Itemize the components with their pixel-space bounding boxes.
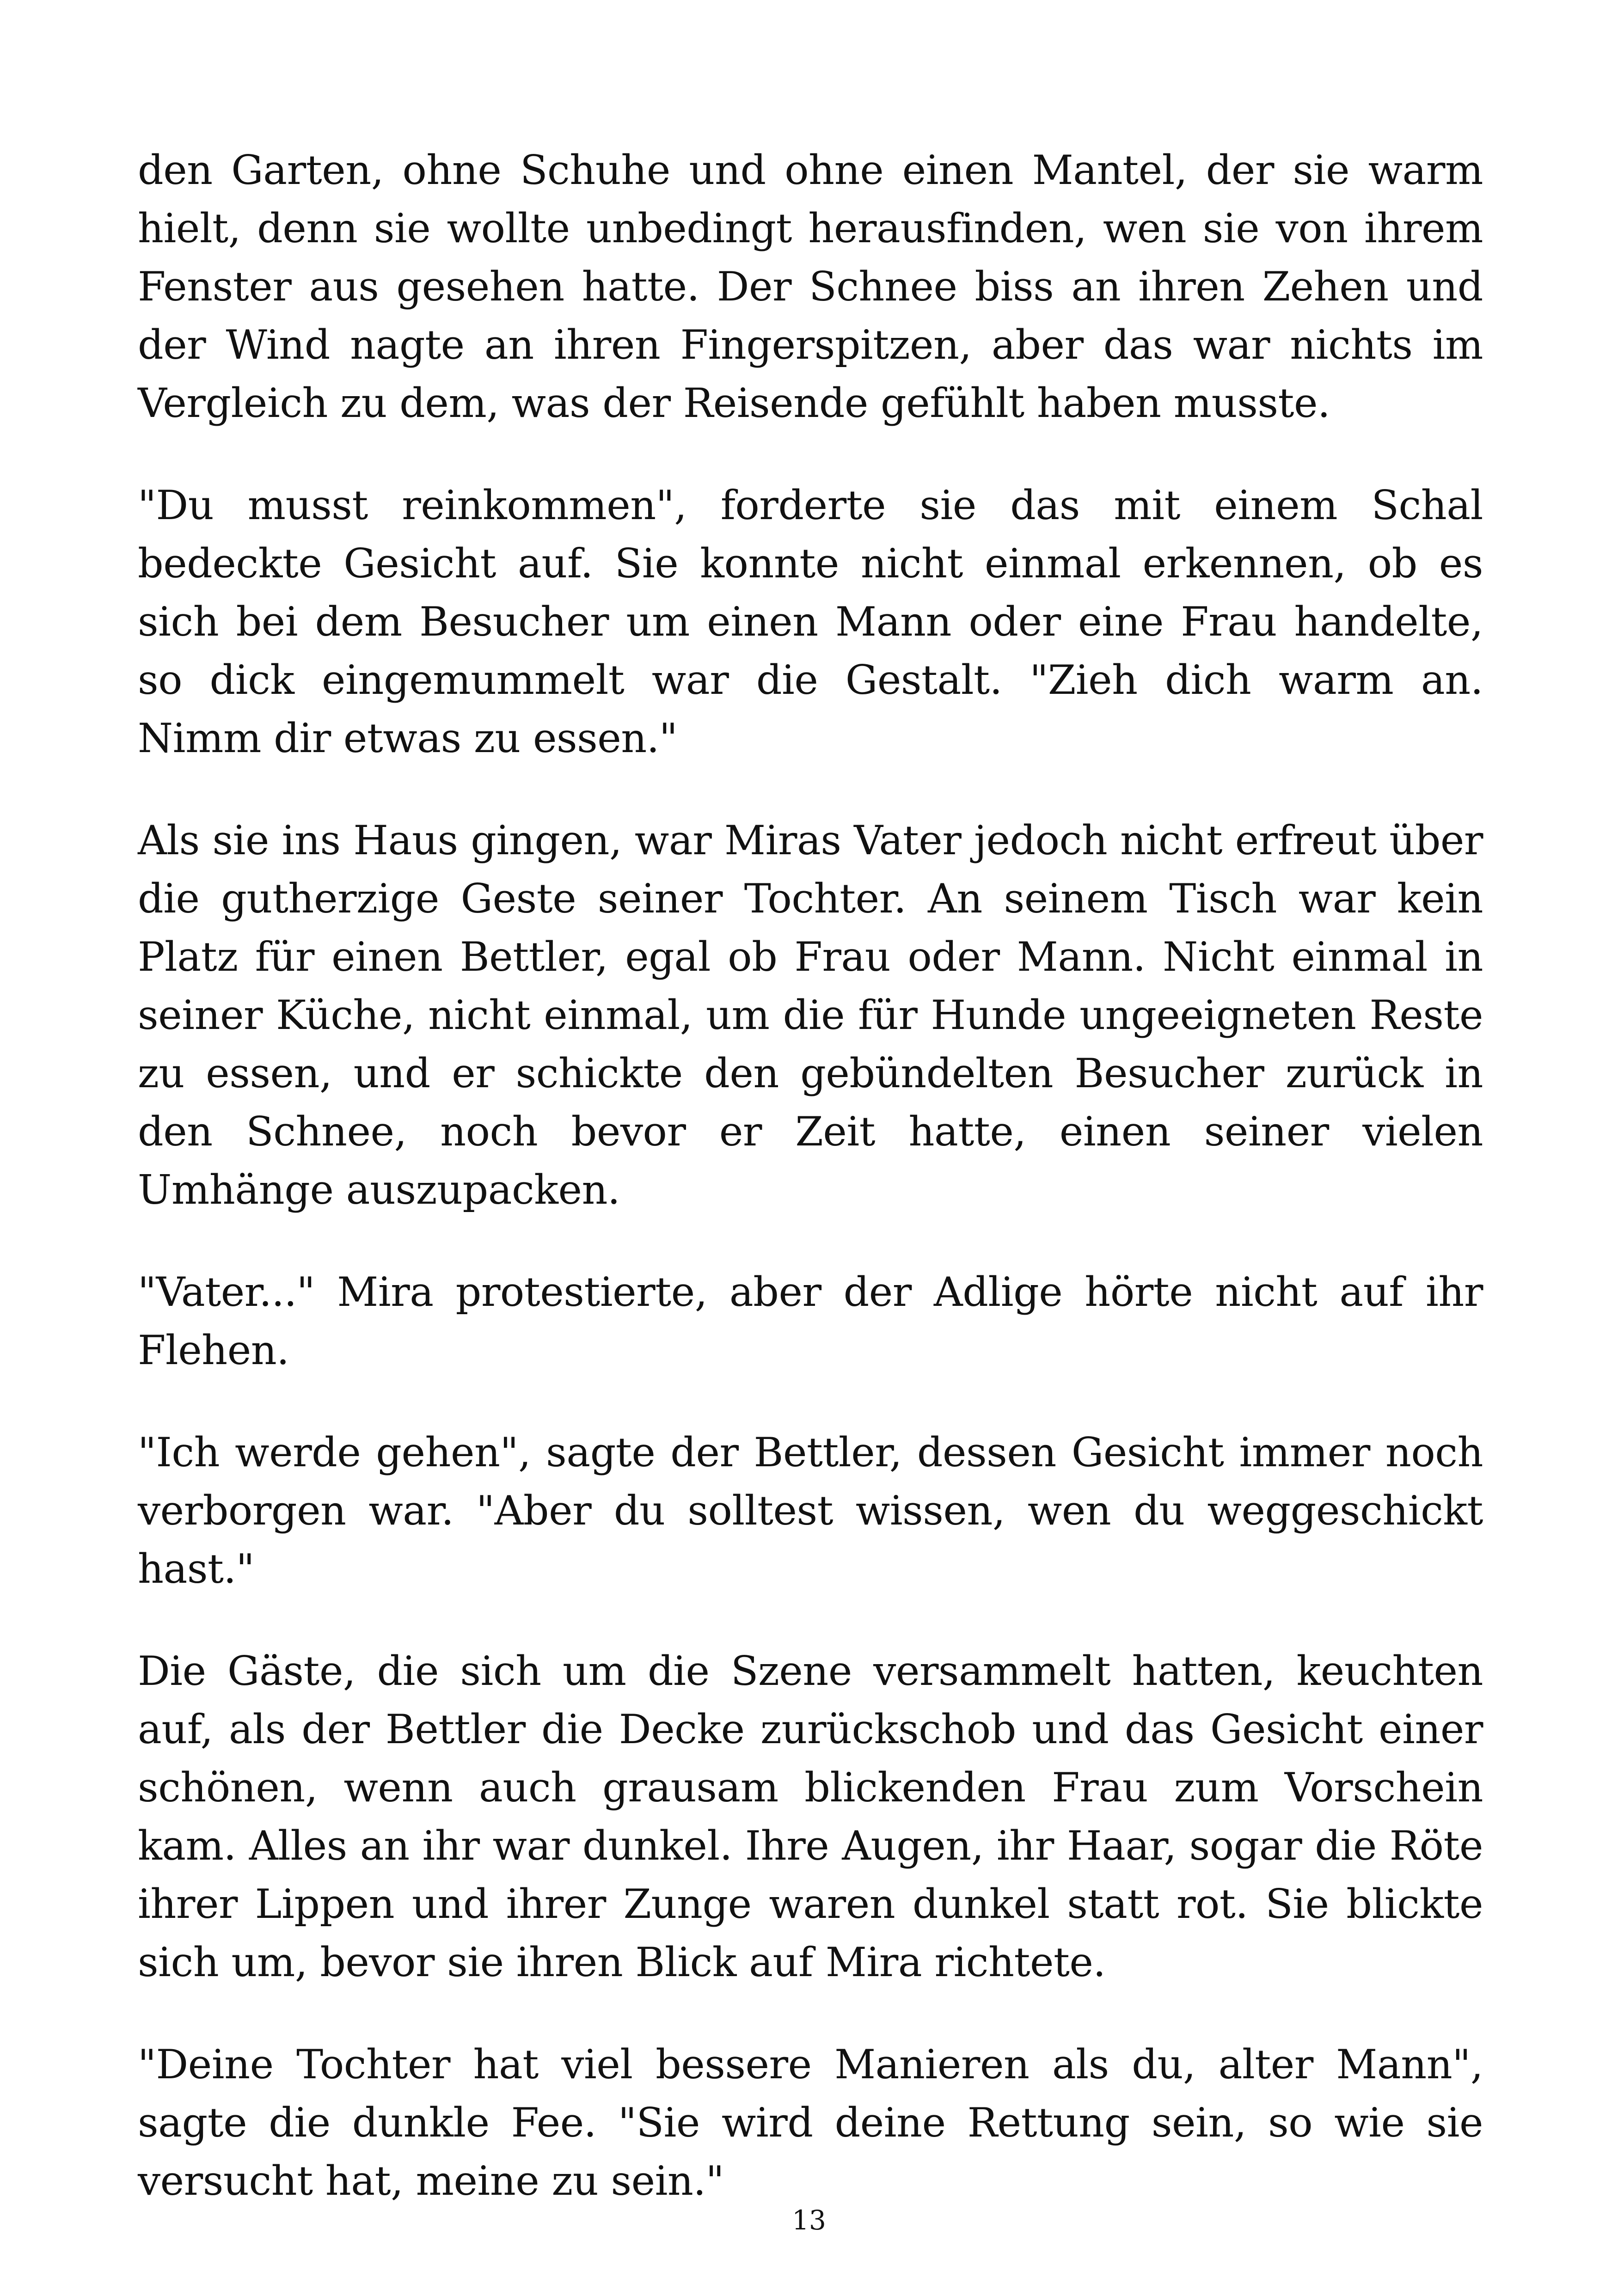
- page-number: 13: [792, 2204, 826, 2236]
- paragraph-7: "Deine Tochter hat viel bessere Manieren als du, alter Mann", sagte die dunkle Fee. "Sie wird deine Rettung sein, so wie sie versucht hat, meine zu sein.": [138, 2041, 1483, 2204]
- paragraph-1: den Garten, ohne Schuhe und ohne einen Mantel, der sie warm hielt, denn sie wollte unbedingt herausfinden, wen sie von ihrem Fenster aus gesehen hatte. Der Schnee biss an ihren Zehen und der Wind nagte an ihren Fingerspitzen, aber das war nichts im Vergleich zu dem, was der Reisende gefühlt haben musste.: [138, 147, 1483, 427]
- paragraph-3: Als sie ins Haus gingen, war Miras Vater jedoch nicht erfreut über die gutherzige Geste seiner Tochter. An seinem Tisch war kein Platz für einen Bettler, egal ob Frau oder Mann. Nicht einmal in seiner Küche, nicht einmal, um die für Hunde ungeeigneten Reste zu essen, und er schickte den gebündelten Besucher zurück in den Schnee, noch bevor er Zeit hatte, einen seiner vielen Umhänge auszupacken.: [138, 817, 1483, 1213]
- paragraph-6: Die Gäste, die sich um die Szene versammelt hatten, keuchten auf, als der Bettler die Decke zurückschob und das Gesicht einer schönen, wenn auch grausam blickenden Frau zum Vorschein kam. Alles an ihr war dunkel. Ihre Augen, ihr Haar, sogar die Röte ihrer Lippen und ihrer Zunge waren dunkel statt rot. Sie blickte sich um, bevor sie ihren Blick auf Mira richtete.: [138, 1647, 1483, 1986]
- paragraph-2: "Du musst reinkommen", forderte sie das mit einem Schal bedeckte Gesicht auf. Sie konnte nicht einmal erkennen, ob es sich bei dem Besucher um einen Mann oder eine Frau handelte, so dick eingemummelt war die Gestalt. "Zieh dich warm an. Nimm dir etwas zu essen.": [138, 482, 1483, 762]
- paragraph-5: "Ich werde gehen", sagte der Bettler, dessen Gesicht immer noch verborgen war. "Aber du solltest wissen, wen du weggeschickt hast.": [138, 1429, 1483, 1592]
- paragraph-4: "Vater..." Mira protestierte, aber der Adlige hörte nicht auf ihr Flehen.: [138, 1268, 1483, 1374]
- text-body: [138, 141, 1483, 2254]
